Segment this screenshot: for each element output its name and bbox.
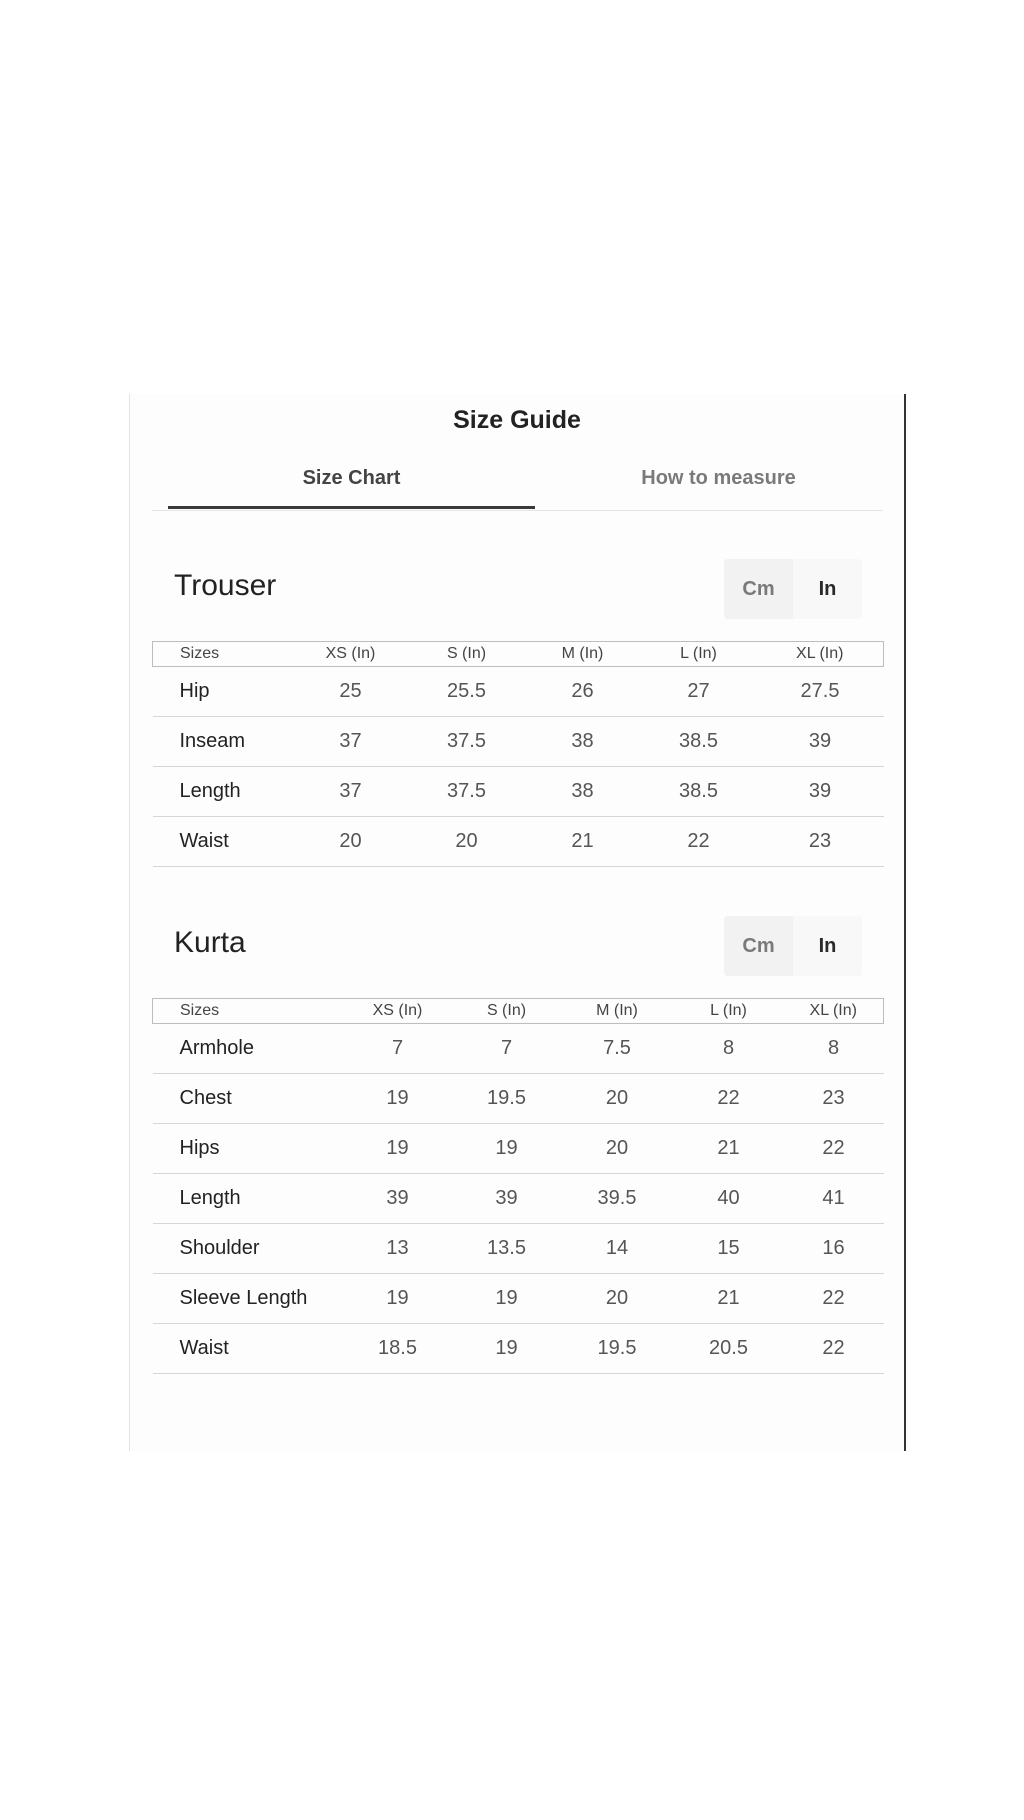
size-value: 38.5 (641, 767, 757, 817)
size-value: 19 (343, 1274, 453, 1324)
size-value: 20 (561, 1124, 674, 1174)
size-value: 19 (453, 1274, 561, 1324)
column-header: Sizes (153, 642, 293, 667)
table-row (153, 767, 884, 817)
kurta-title: Kurta (174, 926, 246, 959)
size-value: 22 (784, 1124, 884, 1174)
kurta-unit-cm-button[interactable]: Cm (724, 916, 793, 976)
size-value: 23 (757, 817, 884, 867)
table-row (153, 1024, 884, 1074)
measurement-label: Hip (153, 667, 293, 717)
size-value: 15 (674, 1224, 784, 1274)
size-value: 22 (641, 817, 757, 867)
column-header: L (In) (674, 999, 784, 1024)
size-value: 37 (293, 767, 409, 817)
measurement-label: Shoulder (153, 1224, 343, 1274)
size-value: 39 (453, 1174, 561, 1224)
trouser-unit-cm-button[interactable]: Cm (724, 559, 793, 619)
column-header: L (In) (641, 642, 757, 667)
size-guide-modal (129, 394, 906, 1451)
size-value: 19 (343, 1124, 453, 1174)
measurement-label: Sleeve Length (153, 1274, 343, 1324)
size-value: 41 (784, 1174, 884, 1224)
trouser-section (152, 559, 883, 869)
kurta-section (152, 916, 883, 1396)
size-value: 19.5 (453, 1074, 561, 1124)
table-row (153, 1074, 884, 1124)
measurement-label: Inseam (153, 717, 293, 767)
size-value: 39 (757, 717, 884, 767)
tab-bar (152, 452, 883, 511)
size-value: 37.5 (409, 767, 525, 817)
column-header: S (In) (409, 642, 525, 667)
size-value: 19 (453, 1324, 561, 1374)
table-header-row (153, 642, 884, 667)
size-value: 23 (784, 1074, 884, 1124)
table-row (153, 1174, 884, 1224)
size-value: 38 (525, 767, 641, 817)
size-value: 25 (293, 667, 409, 717)
size-value: 7.5 (561, 1024, 674, 1074)
size-value: 13.5 (453, 1224, 561, 1274)
size-value: 7 (453, 1024, 561, 1074)
size-value: 27.5 (757, 667, 884, 717)
table-header-row (153, 999, 884, 1024)
size-value: 8 (784, 1024, 884, 1074)
tab-size-chart[interactable]: Size Chart (168, 452, 535, 509)
tab-how-to-measure[interactable]: How to measure (641, 467, 796, 489)
size-value: 22 (784, 1324, 884, 1374)
size-value: 26 (525, 667, 641, 717)
measurement-label: Length (153, 767, 293, 817)
size-value: 22 (674, 1074, 784, 1124)
size-value: 7 (343, 1024, 453, 1074)
kurta-unit-in-button[interactable]: In (793, 916, 862, 976)
column-header: M (In) (561, 999, 674, 1024)
size-value: 8 (674, 1024, 784, 1074)
size-value: 20 (293, 817, 409, 867)
measurement-label: Waist (153, 817, 293, 867)
table-row (153, 1124, 884, 1174)
table-row (153, 1224, 884, 1274)
size-value: 20.5 (674, 1324, 784, 1374)
trouser-unit-in-button[interactable]: In (793, 559, 862, 619)
size-value: 38 (525, 717, 641, 767)
measurement-label: Hips (153, 1124, 343, 1174)
column-header: S (In) (453, 999, 561, 1024)
size-value: 37.5 (409, 717, 525, 767)
measurement-label: Armhole (153, 1024, 343, 1074)
size-value: 16 (784, 1224, 884, 1274)
trouser-size-table (152, 641, 884, 867)
size-value: 21 (525, 817, 641, 867)
size-value: 39 (757, 767, 884, 817)
measurement-label: Waist (153, 1324, 343, 1374)
size-value: 39 (343, 1174, 453, 1224)
table-row (153, 667, 884, 717)
column-header: XL (In) (784, 999, 884, 1024)
size-value: 39.5 (561, 1174, 674, 1224)
size-value: 18.5 (343, 1324, 453, 1374)
kurta-unit-toggle (724, 916, 862, 976)
table-row (153, 717, 884, 767)
size-value: 25.5 (409, 667, 525, 717)
trouser-unit-toggle (724, 559, 862, 619)
size-value: 19 (453, 1124, 561, 1174)
table-row (153, 1274, 884, 1324)
size-value: 20 (561, 1074, 674, 1124)
measurement-label: Length (153, 1174, 343, 1224)
measurement-label: Chest (153, 1074, 343, 1124)
size-value: 19 (343, 1074, 453, 1124)
trouser-title: Trouser (174, 569, 277, 602)
table-row (153, 1324, 884, 1374)
kurta-size-table (152, 998, 884, 1374)
size-value: 37 (293, 717, 409, 767)
column-header: XS (In) (343, 999, 453, 1024)
size-value: 20 (561, 1274, 674, 1324)
column-header: XL (In) (757, 642, 884, 667)
size-value: 19.5 (561, 1324, 674, 1374)
column-header: Sizes (153, 999, 343, 1024)
size-value: 21 (674, 1124, 784, 1174)
column-header: M (In) (525, 642, 641, 667)
modal-title: Size Guide (453, 406, 581, 434)
size-value: 20 (409, 817, 525, 867)
column-header: XS (In) (293, 642, 409, 667)
size-value: 40 (674, 1174, 784, 1224)
size-value: 14 (561, 1224, 674, 1274)
size-value: 13 (343, 1224, 453, 1274)
table-row (153, 817, 884, 867)
size-value: 22 (784, 1274, 884, 1324)
size-value: 21 (674, 1274, 784, 1324)
size-value: 38.5 (641, 717, 757, 767)
size-value: 27 (641, 667, 757, 717)
